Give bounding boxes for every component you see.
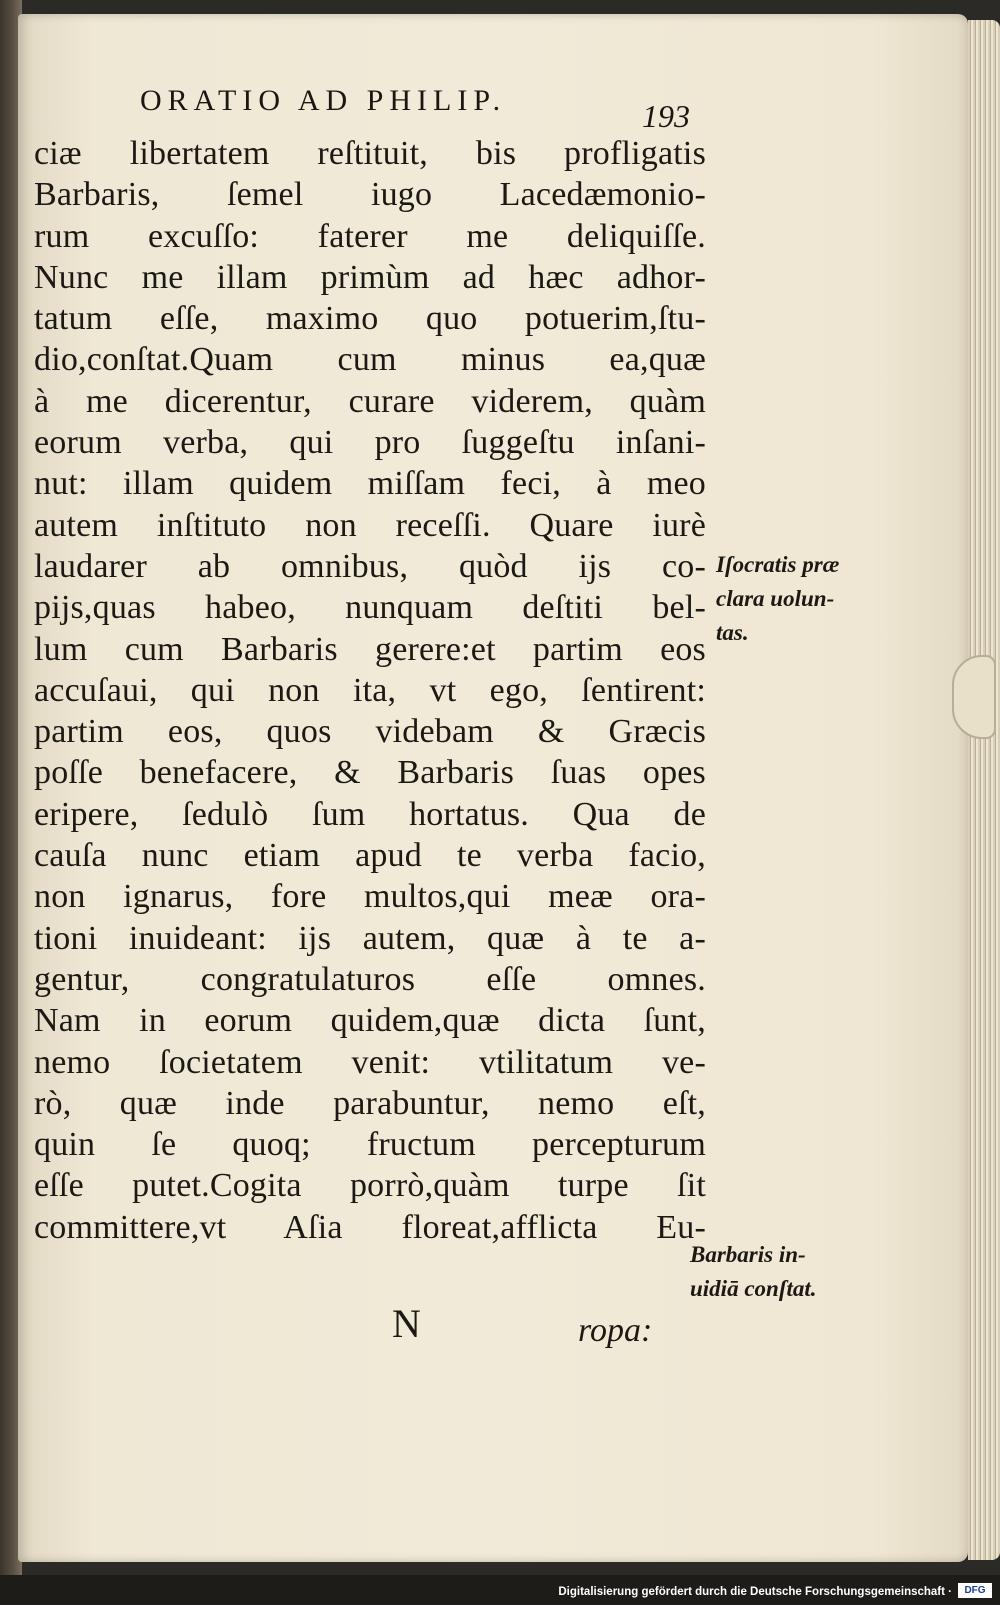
text-line: dio,conſtat.Quam cum minus ea,quæ bbox=[34, 341, 706, 379]
text-line: nemo ſocietatem venit: vtilitatum ve- bbox=[34, 1043, 706, 1081]
text-line: nut: illam quidem miſſam feci, à meo bbox=[34, 465, 706, 503]
text-line: eripere, ſedulò ſum hortatus. Qua de bbox=[34, 795, 706, 833]
text-line: à me dicerentur, curare viderem, quàm bbox=[34, 382, 706, 420]
text-line: quin ſe quoq; fructum percepturum bbox=[34, 1126, 706, 1164]
text-line: rum excuſſo: faterer me deliquiſſe. bbox=[34, 217, 706, 255]
margin-note-barbaris bbox=[690, 1238, 817, 1306]
text-line: lum cum Barbaris gerere:et partim eos bbox=[34, 630, 706, 668]
text-line: Nunc me illam primùm ad hæc adhor- bbox=[34, 258, 706, 296]
text-line: non ignarus, fore multos,qui meæ ora- bbox=[34, 878, 706, 916]
catchword: ropa: bbox=[578, 1312, 653, 1349]
signature-mark: N bbox=[392, 1301, 421, 1346]
text-line: Nam in eorum quidem,quæ dicta ſunt, bbox=[34, 1002, 706, 1040]
text-line: tatum eſſe, maximo quo potuerim,ſtu- bbox=[34, 300, 706, 338]
margin-note-line: Barbaris in- bbox=[690, 1242, 806, 1267]
text-line: gentur, congratulaturos eſſe omnes. bbox=[34, 960, 706, 998]
margin-note-isocratis bbox=[716, 548, 839, 650]
text-line: ciæ libertatem reſtituit, bis profligatis bbox=[34, 135, 706, 172]
text-line: poſſe benefacere, & Barbaris ſuas opes bbox=[34, 754, 706, 792]
page-tab-marker bbox=[952, 655, 996, 739]
text-line: eſſe putet.Cogita porrò,quàm turpe ſit bbox=[34, 1167, 706, 1205]
margin-note-line: clara uolun- bbox=[716, 586, 835, 611]
text-line: tioni inuideant: ijs autem, quæ à te a- bbox=[34, 919, 706, 957]
body-text bbox=[34, 133, 706, 1248]
footer-bar bbox=[0, 1575, 1000, 1605]
page-number: 193 bbox=[642, 98, 690, 134]
text-line: Barbaris, ſemel iugo Lacedæmonio- bbox=[34, 176, 706, 214]
page-edges bbox=[968, 20, 1000, 1560]
text-line: autem inſtituto non receſſi. Quare iurè bbox=[34, 506, 706, 544]
text-line: laudarer ab omnibus, quòd ijs co- bbox=[34, 547, 706, 585]
text-line: pijs,quas habeo, nunquam deſtiti bel- bbox=[34, 589, 706, 627]
dfg-logo: DFG bbox=[958, 1583, 992, 1598]
margin-note-line: uidiā conſtat. bbox=[690, 1276, 817, 1301]
text-line: partim eos, quos videbam & Græcis bbox=[34, 713, 706, 751]
text-line: rò, quæ inde parabuntur, nemo eſt, bbox=[34, 1084, 706, 1122]
running-head: ORATIO AD PHILIP. bbox=[140, 84, 507, 117]
text-line: accuſaui, qui non ita, vt ego, ſentirent: bbox=[34, 671, 706, 709]
text-line: eorum verba, qui pro ſuggeſtu inſani- bbox=[34, 424, 706, 462]
footer-credit: Digitalisierung gefördert durch die Deutsche Forschungsgemeinschaft · bbox=[558, 1586, 952, 1598]
margin-note-line: Iſocratis præ bbox=[716, 552, 840, 577]
text-line: committere,vt Aſia floreat,afflicta Eu- bbox=[34, 1208, 706, 1246]
text-line: cauſa nunc etiam apud te verba facio, bbox=[34, 837, 706, 875]
margin-note-line: tas. bbox=[716, 620, 749, 645]
